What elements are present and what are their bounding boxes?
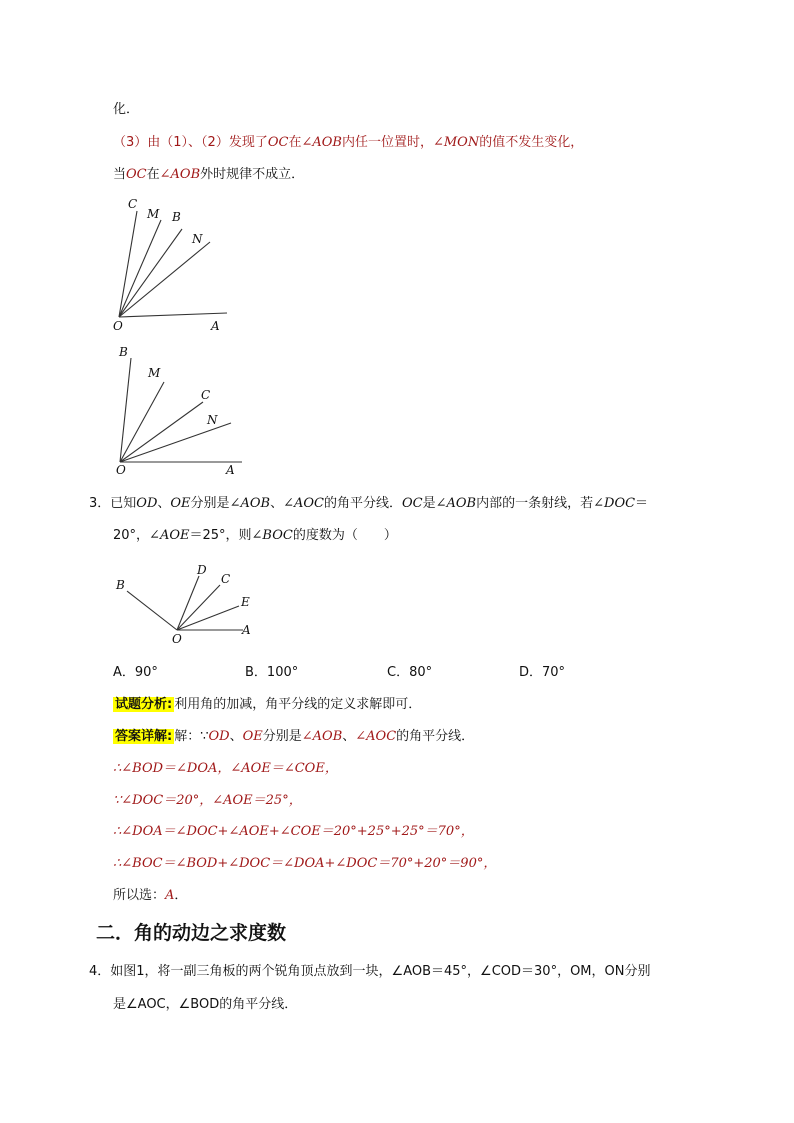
ray-om-2 [120,382,164,462]
text-segment: 在 [288,135,302,150]
label-b-2: B [119,345,128,359]
math-od: OD [136,496,158,511]
option-b: B．100° [245,665,299,680]
option-a: A．90° [113,665,158,680]
math-angle-doc: ∠DOC [593,496,636,511]
answer-line5: ∴∠BOC＝∠BOD+∠DOC＝∠DOA+∠DOC＝70°+20°＝90°， [113,856,497,871]
label-o: O [113,319,123,333]
text-segment: 外时规律不成立． [200,167,305,182]
math-oe: OE [170,496,191,511]
math-angle-mon: ∠MON [432,135,480,150]
text-segment: ． [174,888,188,903]
text-segment: 在 [146,167,160,182]
q3-line2 [113,527,397,545]
math-angle-aob: ∠AOB [435,496,477,511]
label-d-3: D [197,563,207,577]
text-segment: 3．已知 [89,496,137,511]
answer-line2: ∴∠BOD＝∠DOA，∠AOE＝∠COE， [113,761,338,776]
ray-ob-3 [127,591,177,630]
label-a-3: A [242,623,251,637]
text-segment: 所以选： [113,888,166,903]
label-a: A [211,319,220,333]
text-segment: 的角平分线． [396,729,475,744]
math-angle-aob: ∠AOB [159,167,201,182]
answer-line3: ∵∠DOC＝20°，∠AOE＝25°， [113,793,302,808]
text-segment: （3）由（1）、（2）发现了 [113,135,268,150]
text-segment: 内任一位置时， [341,135,433,150]
text-segment: 分别是 [190,496,230,511]
text-segment: 、 [342,729,356,744]
math-oc: OC [267,135,289,150]
text-segment: 、 [157,496,171,511]
text-segment: 内部的一条射线，若 [476,496,594,511]
text-segment: 分别是 [262,729,302,744]
math-angle-aob: ∠AOB [229,496,271,511]
text-segment: 20°， [113,528,150,543]
option-c: C．80° [387,665,433,680]
text-segment: ＝ [635,496,649,511]
label-n: N [192,232,203,246]
ray-oc [119,211,137,317]
analysis-tag: 试题分析: [115,697,173,712]
analysis-line [113,696,421,714]
q4-line2: 是∠AOC，∠BOD的角平分线． [113,997,298,1012]
math-angle-aoc: ∠AOC [283,496,324,511]
text-segment: 、 [270,496,284,511]
text-segment: 解：∵ [174,729,209,744]
label-m: M [147,207,160,221]
section-heading: 二．角的动边之求度数 [96,922,287,944]
text-segment: 的度数为（ ） [292,528,397,543]
label-e-3: E [241,595,250,609]
math-angle-aoc: ∠AOC [355,729,397,744]
answer-line4: ∴∠DOA＝∠DOC+∠AOE+∠COE＝20°+25°+25°＝70°， [113,824,474,839]
ray-oa [119,313,227,317]
math-oc: OC [126,167,147,182]
ray-on-2 [120,423,231,462]
option-d: D．70° [519,665,566,680]
math-oe: OE [242,729,263,744]
answer-line1 [113,728,474,746]
answer-choice: A [165,888,175,903]
text-segment: 的角平分线． [323,496,402,511]
q4-line1: 4．如图1，将一副三角板的两个锐角顶点放到一块，∠AOB＝45°，∠COD＝30°，OM，ON分别 [89,964,651,979]
math-angle-aob: ∠AOB [301,135,342,150]
math-angle-aoe: ∠AOE [149,528,190,543]
label-c: C [128,197,138,211]
ray-od-3 [177,576,199,630]
label-c-3: C [221,572,231,586]
text-segment: 是 [422,496,436,511]
math-od: OD [208,729,230,744]
math-angle-boc: ∠BOC [251,528,293,543]
ray-oe-3 [177,606,239,630]
label-n-2: N [207,413,218,427]
label-o-3: O [172,632,182,646]
answer-line6 [113,887,187,905]
label-m-2: M [148,366,161,380]
text-segment: 的值不发生变化， [479,135,584,150]
label-b-3: B [116,578,125,592]
analysis-text: 利用角的加减，角平分线的定义求解即可． [174,697,422,712]
ray-ob-2 [120,358,131,462]
text-segment: ＝25°，则 [189,528,252,543]
label-a-2: A [226,463,235,477]
label-c-2: C [201,388,211,402]
text-segment: 、 [229,729,243,744]
text-continuation: 化． [113,102,140,117]
text-segment: 当 [113,167,127,182]
ray-oc-2 [120,402,203,462]
math-angle-aob: ∠AOB [301,729,343,744]
q3-line1 [89,495,648,513]
ray-oc-3 [177,585,220,630]
label-o-2: O [116,463,126,477]
answer-tag: 答案详解: [115,729,173,744]
ray-om [119,220,161,317]
label-b: B [172,210,181,224]
math-oc: OC [401,496,423,511]
